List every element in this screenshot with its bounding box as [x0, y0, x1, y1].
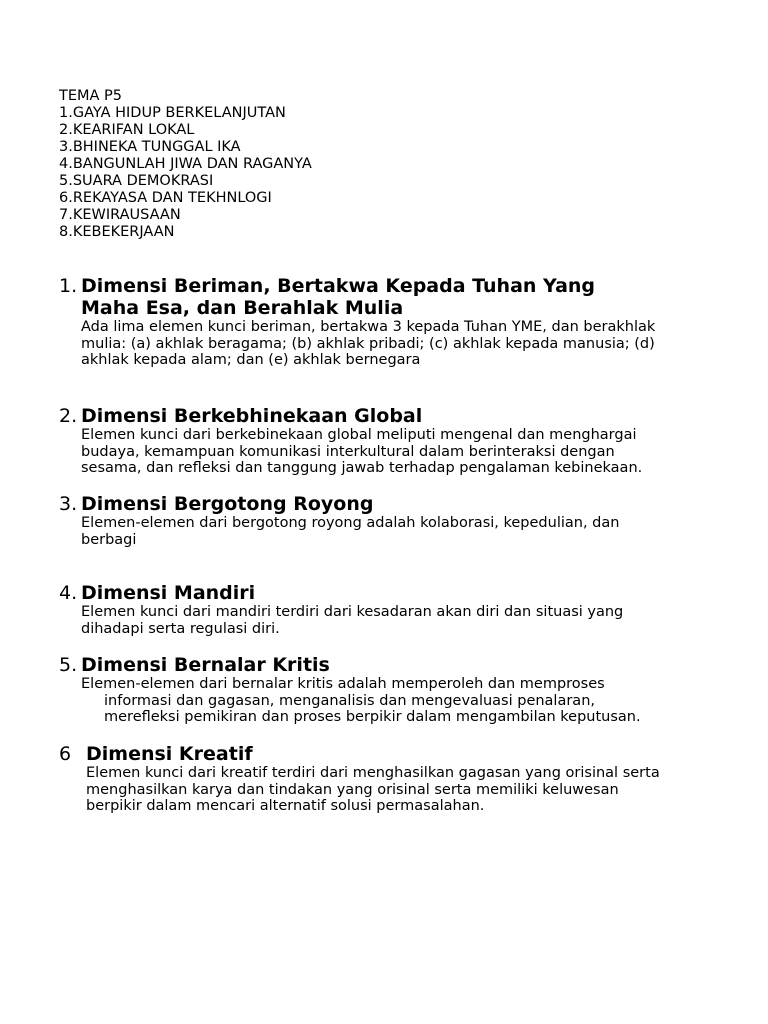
body-line: berbagi	[81, 531, 137, 548]
section-number: 1.	[59, 275, 78, 297]
section-dimensi-bergotong-royong	[59, 493, 749, 548]
body-line: Elemen kunci dari berkebinekaan global meliputi mengenal dan menghargai	[81, 427, 637, 443]
section-heading	[59, 743, 749, 765]
body-line: akhlak kepada alam; dan (e) akhlak bernegara	[81, 352, 421, 368]
tema-item: 8.KEBEKERJAAN	[59, 224, 175, 240]
section-number: 2.	[59, 405, 78, 427]
tema-item: 5.SUARA DEMOKRASI	[59, 173, 214, 189]
tema-list	[59, 88, 312, 241]
section-heading-line: Maha Esa, dan Berahlak Mulia	[81, 297, 404, 319]
section-body	[59, 765, 749, 815]
body-line: merefleksi pemikiran dan proses berpikir dalam mengambilan keputusan.	[104, 709, 641, 725]
body-line: Elemen kunci dari mandiri terdiri dari kesadaran akan diri dan situasi yang	[81, 604, 624, 620]
tema-title: TEMA P5	[59, 88, 123, 104]
section-heading-line: Dimensi Kreatif	[86, 743, 253, 765]
body-line: budaya, kemampuan komunikasi interkultural dalam berinteraksi dengan	[81, 443, 615, 460]
section-body	[59, 515, 749, 548]
body-line: mulia: (a) akhlak beragama; (b) akhlak pribadi; (c) akhlak kepada manusia; (d)	[81, 335, 655, 352]
section-dimensi-kreatif	[59, 743, 749, 815]
tema-item: 1.GAYA HIDUP BERKELANJUTAN	[59, 105, 286, 121]
section-heading	[59, 493, 749, 515]
body-line: Elemen kunci dari kreatif terdiri dari menghasilkan gagasan yang orisinal serta	[86, 765, 660, 781]
body-line: Elemen-elemen dari bernalar kritis adalah memperoleh dan memproses	[81, 676, 605, 692]
section-heading	[59, 405, 749, 427]
section-body	[59, 676, 749, 726]
section-dimensi-berkebhinekaan	[59, 405, 749, 477]
body-line: informasi dan gagasan, menganalisis dan mengevaluasi penalaran,	[104, 692, 595, 709]
section-body	[59, 604, 749, 637]
tema-item: 6.REKAYASA DAN TEKHNLOGI	[59, 190, 272, 206]
section-number: 6	[59, 743, 72, 765]
section-number: 3.	[59, 493, 78, 515]
tema-item: 7.KEWIRAUSAAN	[59, 207, 181, 223]
section-number: 5.	[59, 654, 78, 676]
body-line: sesama, dan refleksi dan tanggung jawab terhadap pengalaman kebinekaan.	[81, 460, 643, 476]
tema-item: 4.BANGUNLAH JIWA DAN RAGANYA	[59, 156, 312, 172]
section-body	[59, 319, 749, 369]
body-line: Elemen-elemen dari bergotong royong adalah kolaborasi, kepedulian, dan	[81, 515, 620, 531]
body-line: Ada lima elemen kunci beriman, bertakwa 3 kepada Tuhan YME, dan berakhlak	[81, 319, 656, 335]
tema-item: 2.KEARIFAN LOKAL	[59, 122, 195, 138]
section-heading	[59, 654, 749, 676]
section-dimensi-bernalar-kritis	[59, 654, 749, 726]
section-heading	[59, 582, 749, 604]
section-heading-line: Dimensi Bernalar Kritis	[81, 654, 330, 676]
section-heading-line: Dimensi Mandiri	[81, 582, 256, 604]
section-heading-line: Dimensi Bergotong Royong	[81, 493, 374, 515]
section-body	[59, 427, 749, 477]
section-heading-line: Dimensi Beriman, Bertakwa Kepada Tuhan Yang	[81, 275, 596, 297]
tema-item: 3.BHINEKA TUNGGAL IKA	[59, 139, 241, 155]
body-line: menghasilkan karya dan tindakan yang orisinal serta memiliki keluwesan	[86, 781, 619, 798]
section-heading-line: Dimensi Berkebhinekaan Global	[81, 405, 423, 427]
section-dimensi-beriman	[59, 275, 749, 369]
section-dimensi-mandiri	[59, 582, 749, 637]
section-number: 4.	[59, 582, 78, 604]
body-line: berpikir dalam mencari alternatif solusi permasalahan.	[86, 798, 485, 814]
body-line: dihadapi serta regulasi diri.	[81, 620, 280, 637]
section-heading	[59, 275, 749, 319]
